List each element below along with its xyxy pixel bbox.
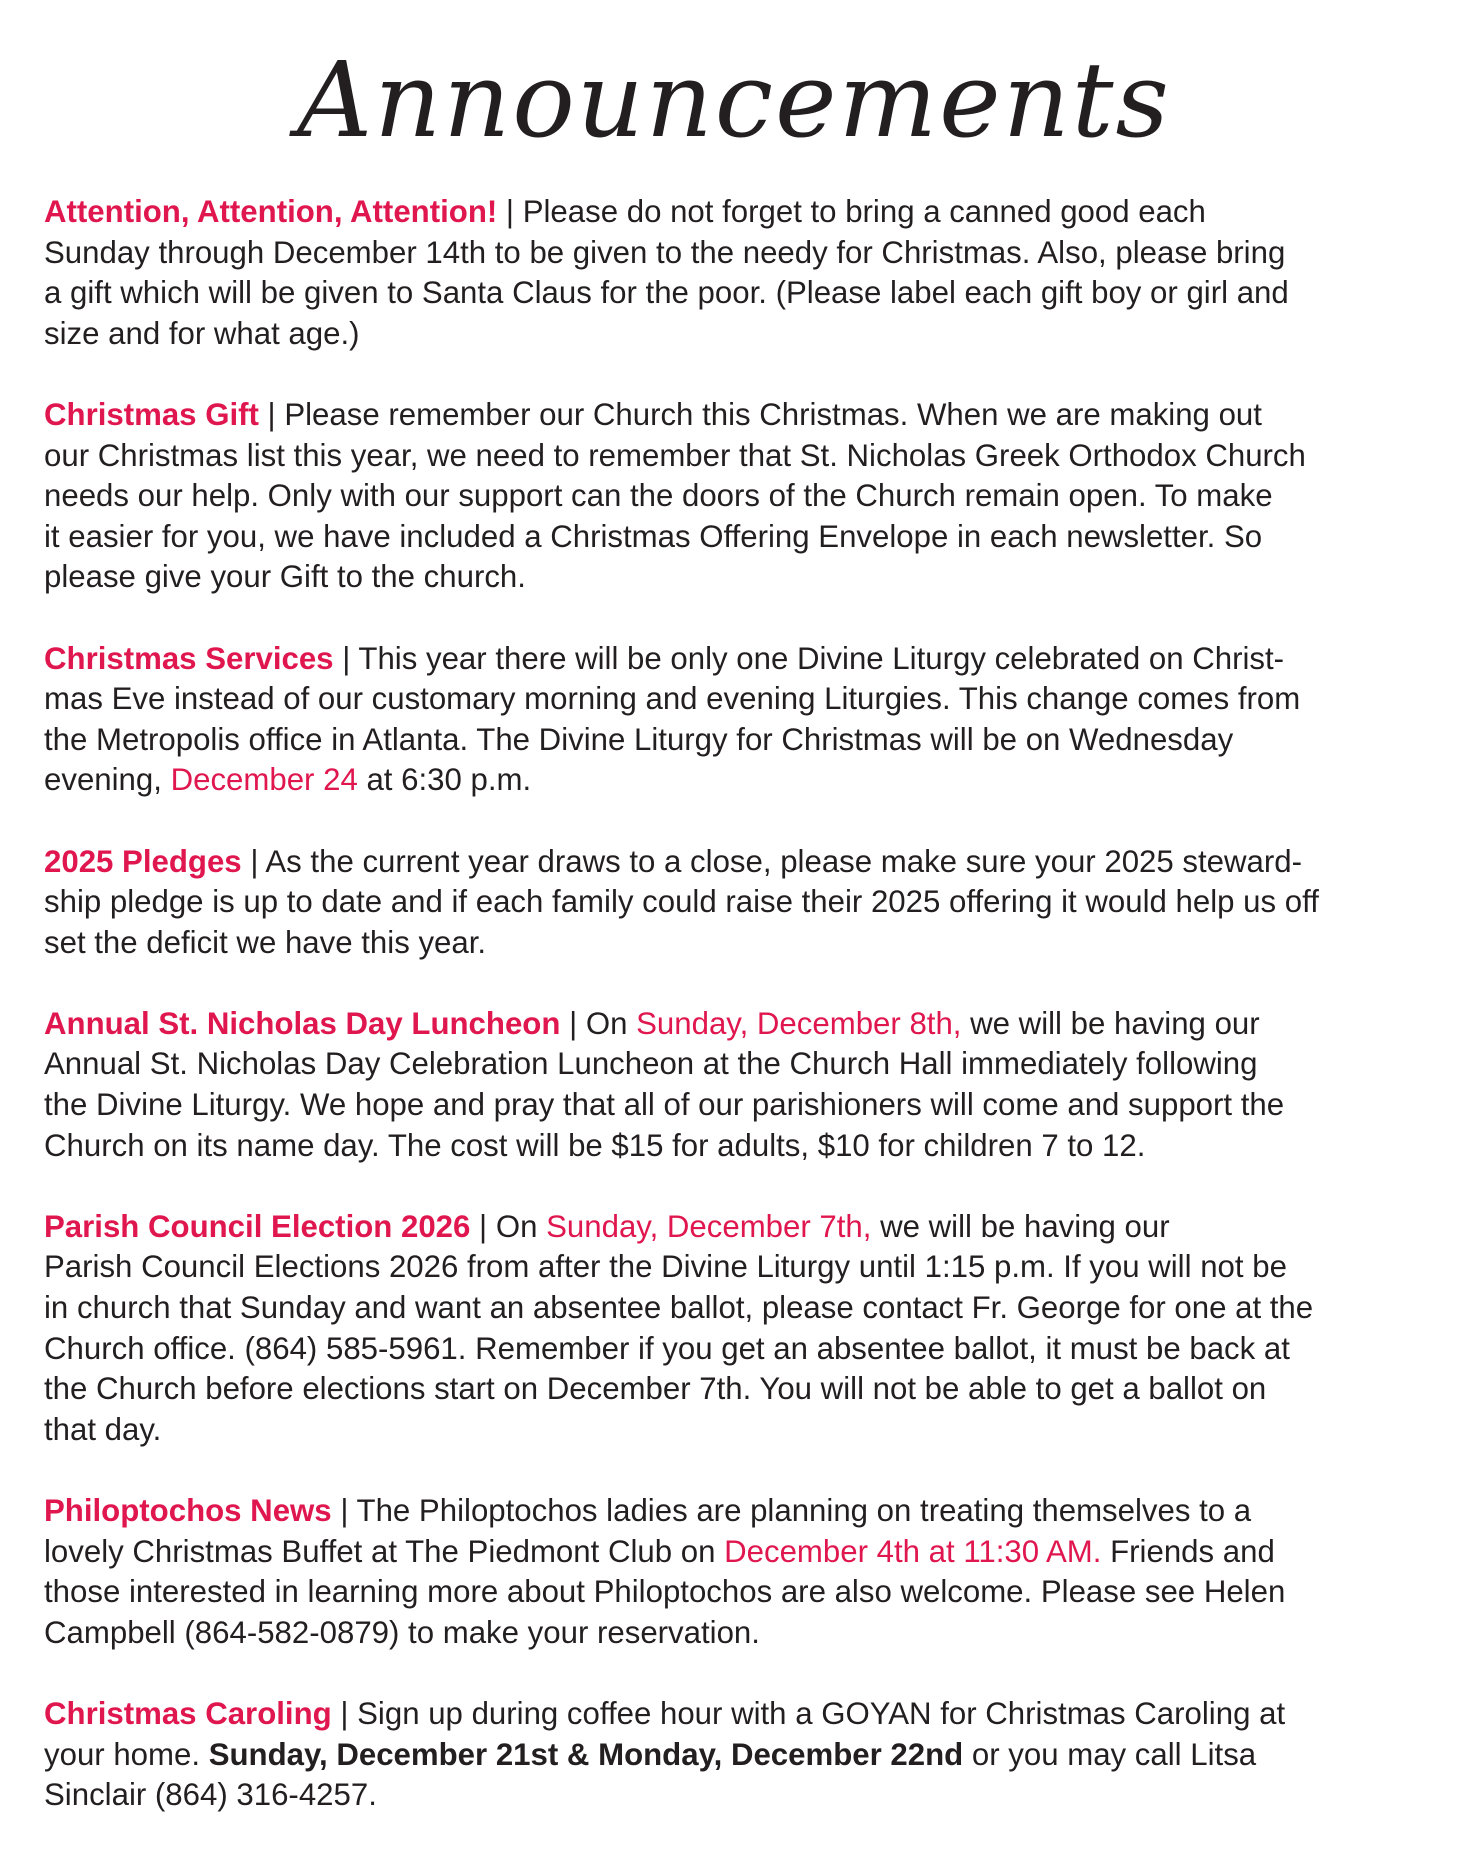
- announcement-philoptochos: [44, 1491, 1444, 1653]
- announcement-text: please give your Gift to the church.: [44, 559, 526, 595]
- announcement-text: mas Eve instead of our customary morning and evening Liturgies. This change comes from: [44, 681, 1301, 717]
- announcement-text: Parish Council Elections 2026 from after the Divine Liturgy until 1:15 p.m. If you will not be: [44, 1249, 1287, 1285]
- announcement-text: Sunday through December 14th to be given to the needy for Christmas. Also, please bring: [44, 234, 1286, 270]
- separator: |: [470, 1208, 496, 1244]
- announcement-text: a gift which will be given to Santa Claus for the poor. (Please label each gift boy or girl and: [44, 275, 1289, 311]
- date-bold: Sunday, December 21st & Monday, December 22nd: [208, 1736, 964, 1772]
- announcement-heading: Christmas Caroling: [44, 1695, 332, 1731]
- announcement-heading: Parish Council Election 2026: [44, 1208, 471, 1244]
- announcement-text: Campbell (864-582-0879) to make your reservation.: [44, 1614, 760, 1650]
- announcement-text: or you may call Litsa: [963, 1736, 1257, 1772]
- announcement-text: size and for what age.): [44, 315, 360, 351]
- announcement-text: Church office. (864) 585-5961. Remember if you get an absentee ballot, it must be back at: [44, 1330, 1290, 1366]
- announcement-text: Church on its name day. The cost will be $15 for adults, $10 for children 7 to 12.: [44, 1127, 1146, 1163]
- separator: |: [560, 1005, 586, 1041]
- announcement-text: Please do not forget to bring a canned good each: [522, 194, 1206, 229]
- date-highlight: Sunday, December 8th,: [636, 1005, 962, 1041]
- announcement-text: we will be having our: [961, 1005, 1260, 1041]
- announcement-text: This year there will be only one Divine Liturgy celebrated on Christ-: [358, 640, 1285, 676]
- separator: |: [331, 1695, 358, 1731]
- announcement-luncheon: [44, 1004, 1444, 1166]
- announcement-text: we will be having our: [871, 1208, 1170, 1244]
- announcement-heading: Philoptochos News: [44, 1493, 332, 1528]
- announcement-text: the Church before elections start on December 7th. You will not be able to get a ballot on: [44, 1371, 1267, 1407]
- announcement-text: Sinclair (864) 316-4257.: [44, 1777, 377, 1813]
- announcement-text: evening,: [44, 762, 171, 798]
- announcement-pledges: [44, 842, 1444, 964]
- separator: |: [497, 194, 523, 229]
- announcement-text: the Metropolis office in Atlanta. The Divine Liturgy for Christmas will be on Wednesday: [44, 721, 1234, 757]
- announcement-text: The Philoptochos ladies are planning on treating themselves to a: [356, 1493, 1252, 1528]
- announcement-text: those interested in learning more about Philoptochos are also welcome. Please see Helen: [44, 1574, 1286, 1610]
- announcement-text: at 6:30 p.m.: [357, 762, 532, 798]
- announcement-text: needs our help. Only with our support can the doors of the Church remain open. To make: [44, 478, 1273, 514]
- title-script: [0, 18, 1468, 178]
- separator: |: [331, 1493, 357, 1528]
- announcement-text: your home.: [44, 1736, 209, 1772]
- announcement-heading: 2025 Pledges: [44, 843, 242, 879]
- separator: |: [333, 640, 359, 676]
- date-highlight: Sunday, December 7th,: [546, 1208, 872, 1244]
- announcement-caroling: [44, 1694, 1444, 1816]
- announcement-text: the Divine Liturgy. We hope and pray that all of our parishioners will come and support the: [44, 1087, 1285, 1123]
- announcement-text: On: [495, 1208, 547, 1244]
- page-title: [0, 18, 1468, 178]
- announcement-text: in church that Sunday and want an absentee ballot, please contact Fr. George for one at the: [44, 1290, 1314, 1326]
- date-highlight: December 4th at 11:30 AM.: [724, 1533, 1102, 1569]
- announcement-heading: Christmas Gift: [44, 396, 259, 432]
- announcement-text: it easier for you, we have included a Christmas Offering Envelope in each newsletter. So: [44, 518, 1263, 554]
- announcement-attention: [44, 192, 1444, 354]
- announcement-christmas-gift: [44, 395, 1444, 598]
- announcement-heading: Christmas Services: [44, 640, 334, 676]
- title-text: Announcements: [297, 39, 1171, 161]
- announcement-christmas-services: [44, 639, 1444, 801]
- announcement-text: Please remember our Church this Christmas. When we are making out: [284, 396, 1262, 432]
- announcement-text: Annual St. Nicholas Day Celebration Luncheon at the Church Hall immediately following: [44, 1046, 1258, 1082]
- separator: |: [241, 843, 266, 879]
- announcement-text: our Christmas list this year, we need to remember that St. Nicholas Greek Orthodox Church: [44, 437, 1306, 473]
- date-highlight: December 24: [170, 762, 358, 798]
- announcement-heading: Annual St. Nicholas Day Luncheon: [44, 1005, 561, 1041]
- separator: |: [258, 396, 285, 432]
- announcement-text: set the deficit we have this year.: [44, 924, 487, 960]
- announcement-text: Sign up during coffee hour with a GOYAN for Christmas Caroling at: [357, 1695, 1286, 1731]
- announcement-text: Friends and: [1101, 1533, 1275, 1569]
- announcement-text: lovely Christmas Buffet at The Piedmont Club on: [44, 1533, 725, 1569]
- announcement-text: that day.: [44, 1411, 162, 1447]
- announcement-text: As the current year draws to a close, please make sure your 2025 steward-: [265, 843, 1302, 879]
- announcement-heading: Attention, Attention, Attention!: [44, 194, 498, 229]
- announcement-text: On: [585, 1005, 637, 1041]
- announcements-list: [44, 192, 1444, 1856]
- announcement-text: ship pledge is up to date and if each family could raise their 2025 offering it would help us off: [44, 884, 1319, 920]
- announcement-parish-council: [44, 1207, 1444, 1451]
